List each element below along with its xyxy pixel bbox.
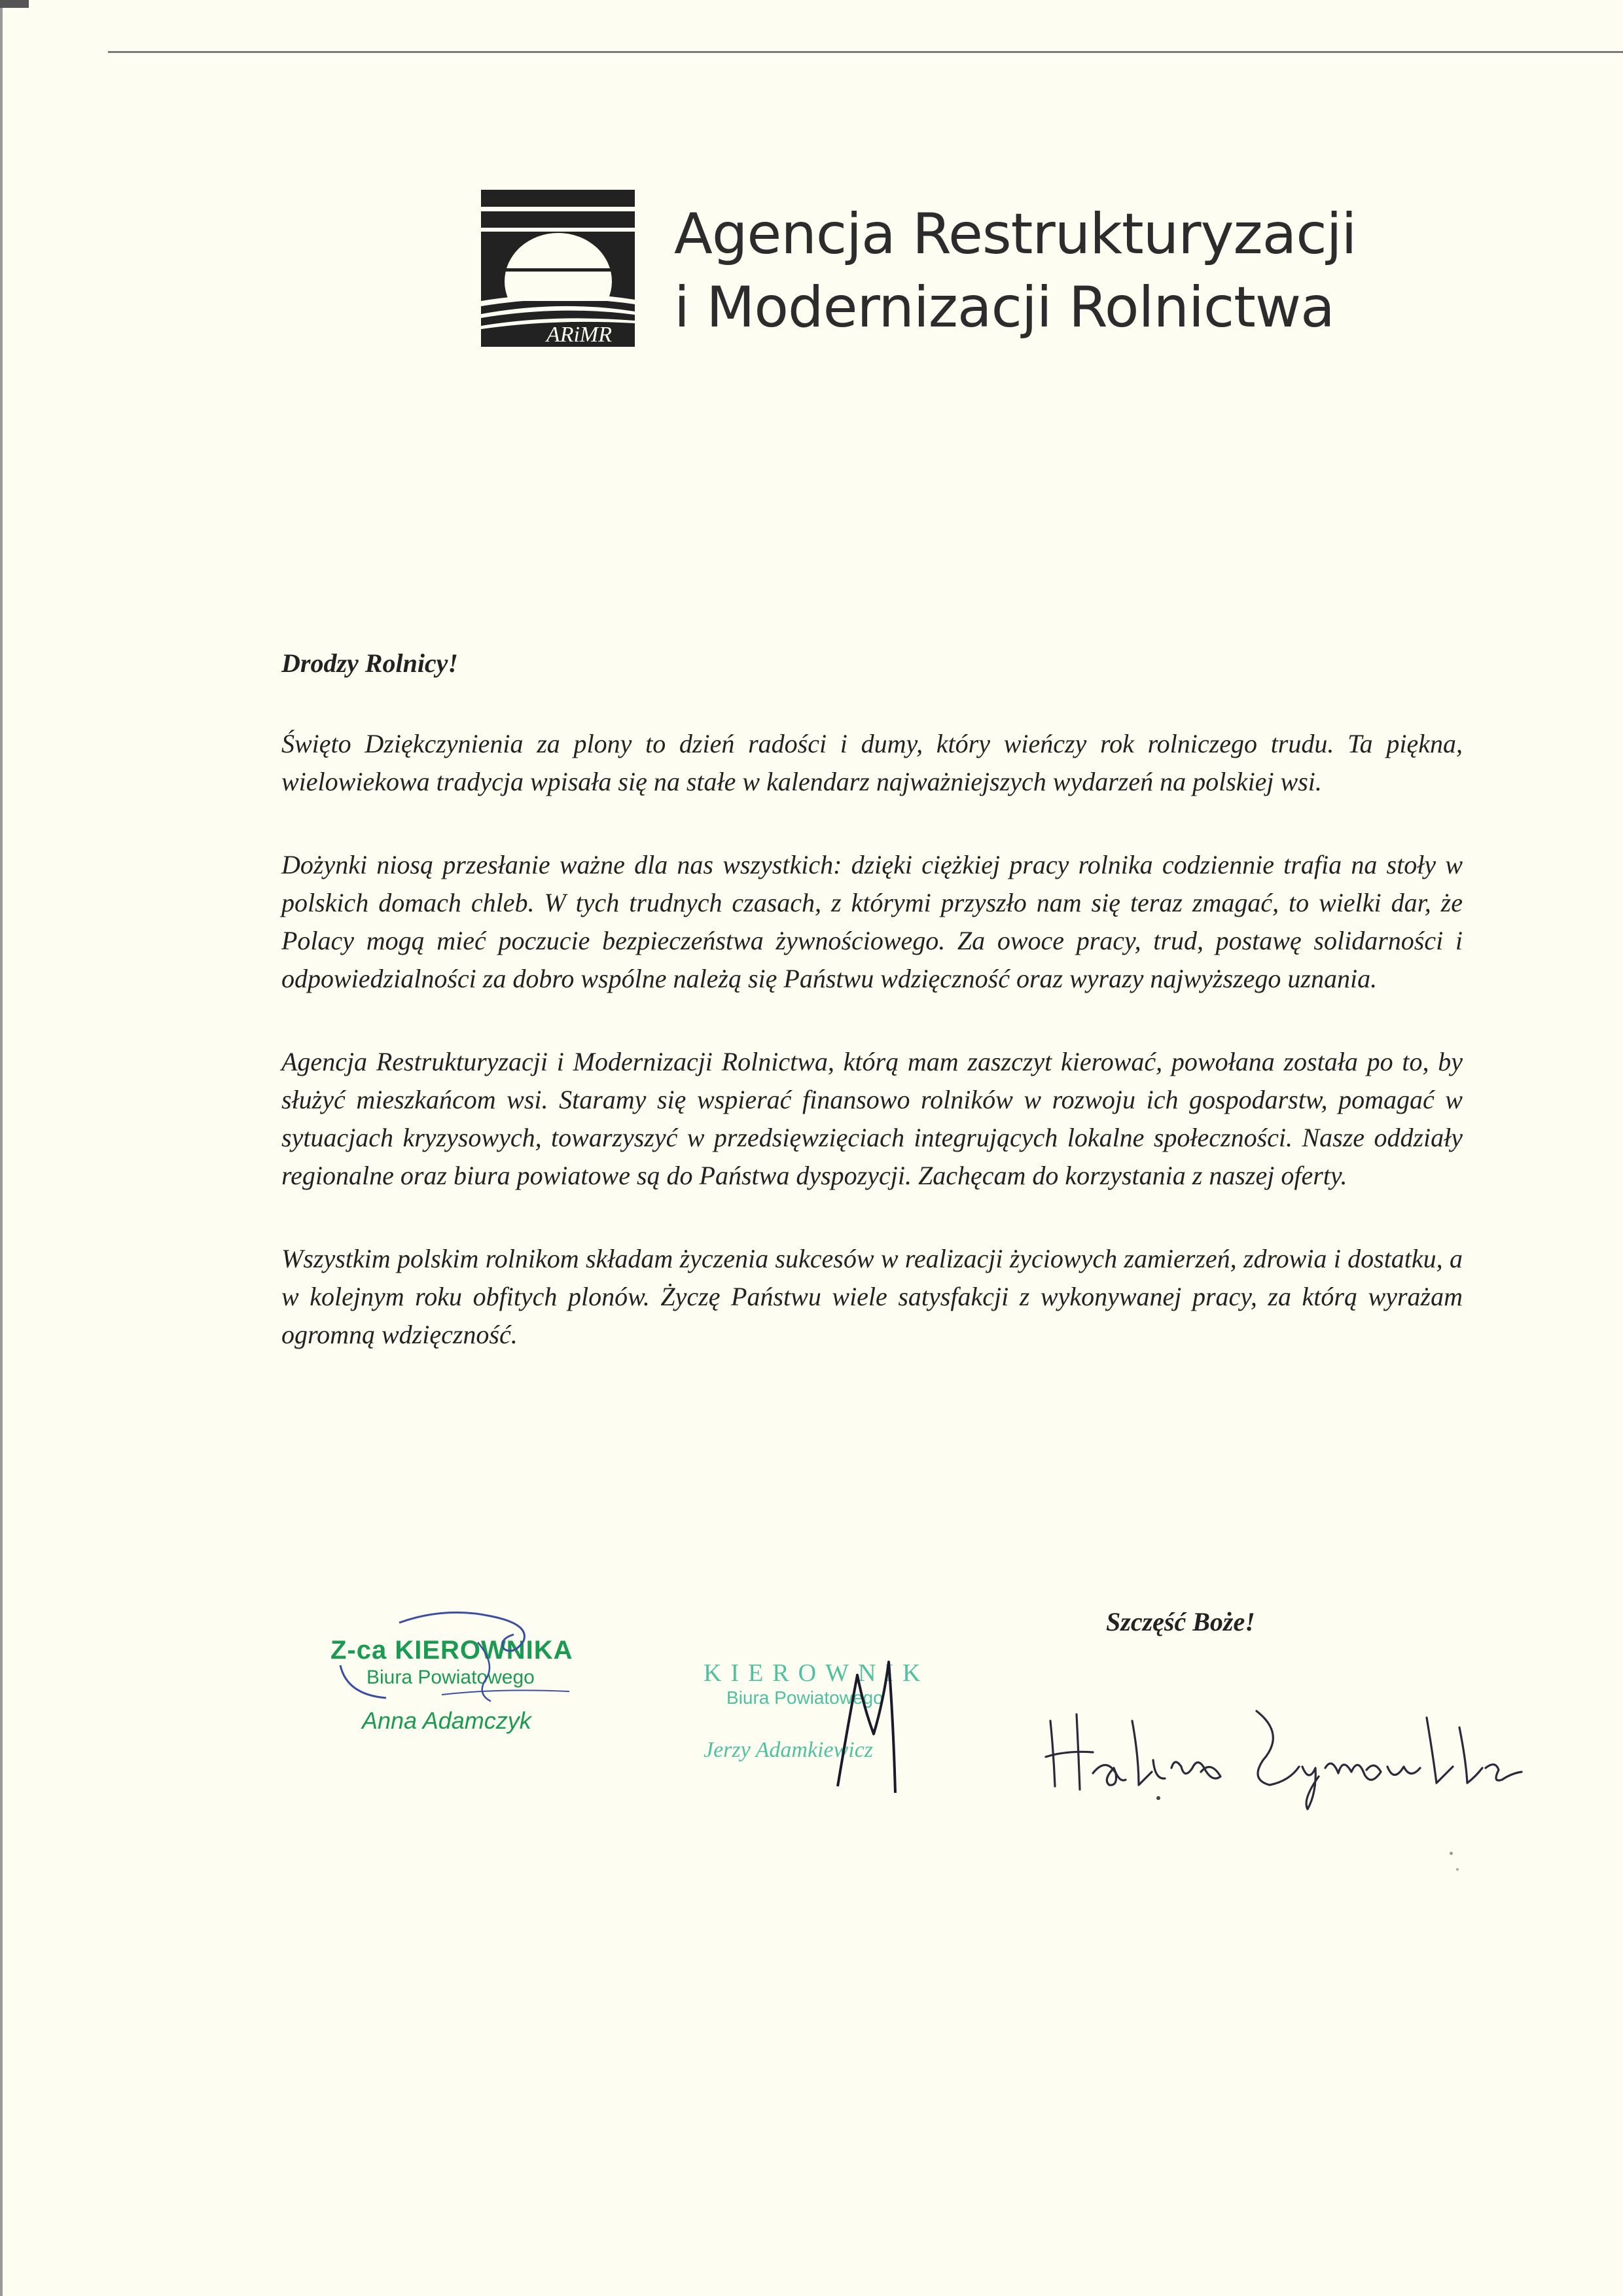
stamp-office: Biura Powiatowego bbox=[366, 1667, 535, 1688]
scan-corner-mark bbox=[0, 0, 29, 8]
letter-paragraph-4: Wszystkim polskim rolnikom składam życzenia sukcesów w realizacji życiowych zamierzeń, zdrowia i dostatku, a w kolejnym roku obfitych plonów. Życzę Państwu wiele satysfakcji z wykonywanej pracy, za którą wyrażam ogromną wdzięczność. bbox=[281, 1244, 1463, 1349]
ink-speck bbox=[1450, 1852, 1453, 1855]
letter-closing: Szczęść Boże! bbox=[1106, 1607, 1255, 1636]
ink-speck bbox=[1456, 1868, 1459, 1871]
letter-body bbox=[281, 645, 1463, 1399]
stamp-office: Biura Powiatowego bbox=[726, 1687, 883, 1708]
logo-text: ARiMR bbox=[546, 323, 612, 347]
arimr-logo-icon bbox=[481, 190, 635, 347]
signature-anna-icon bbox=[327, 1603, 602, 1773]
stamp-title: KIEROWNIK bbox=[704, 1659, 930, 1687]
stamp-title: Z-ca KIEROWNIKA bbox=[330, 1636, 573, 1665]
letter-paragraph-3: Agencja Restrukturyzacji i Modernizacji Rolnictwa, którą mam zaszczyt kierować, powołana została po to, by służyć mieszkańcom wsi. Staramy się wspierać finansowo rolników w rozwoju ich gospodarstw, pomagać w sytuacjach kryzysowych, towarzyszyć w przedsięwzięciach integrujących lokalne społeczności. Nasze oddziały regionalne oraz biura powiatowe są do Państwa dyspozycji. Zachęcam do korzystania z naszej oferty. bbox=[281, 1047, 1463, 1190]
letter-paragraph-2: Dożynki niosą przesłanie ważne dla nas wszystkich: dzięki ciężkiej pracy rolnika codziennie trafia na stoły w polskich domach chleb. W tych trudnych czasach, z którymi przyszło nam się teraz zmagać, to wielki dar, że Polacy mogą mieć poczucie bezpieczeństwa żywnościowego. Za owoce pracy, trud, postawę solidarności i odpowiedzialności za dobro wspólne należą się Państwu wdzięczność oraz wyrazy najwyższego uznania. bbox=[281, 850, 1463, 993]
agency-name-line-1: Agencja Restrukturyzacji bbox=[674, 202, 1357, 267]
letter-paragraph-1: Święto Dziękczynienia za plony to dzień radości i dumy, który wieńczy rok rolniczego trudu. Ta piękna, wielowiekowa tradycja wpisała się na stałe w kalendarz najważniejszych wydarzeń na polskiej wsi. bbox=[281, 729, 1463, 796]
scan-left-edge bbox=[0, 0, 3, 2296]
top-rule bbox=[108, 51, 1623, 53]
signature-jerzy-icon bbox=[812, 1649, 929, 1806]
letter-greeting: Drodzy Rolnicy! bbox=[281, 648, 458, 678]
signature-halina-icon bbox=[1041, 1695, 1551, 1812]
agency-name-line-2: i Modernizacji Rolnictwa bbox=[674, 275, 1334, 340]
stamp-person: Anna Adamczyk bbox=[362, 1707, 531, 1734]
agency-name bbox=[674, 198, 1357, 344]
stamp-person: Jerzy Adamkiewicz bbox=[704, 1738, 874, 1762]
ink-dot bbox=[1156, 1796, 1160, 1800]
